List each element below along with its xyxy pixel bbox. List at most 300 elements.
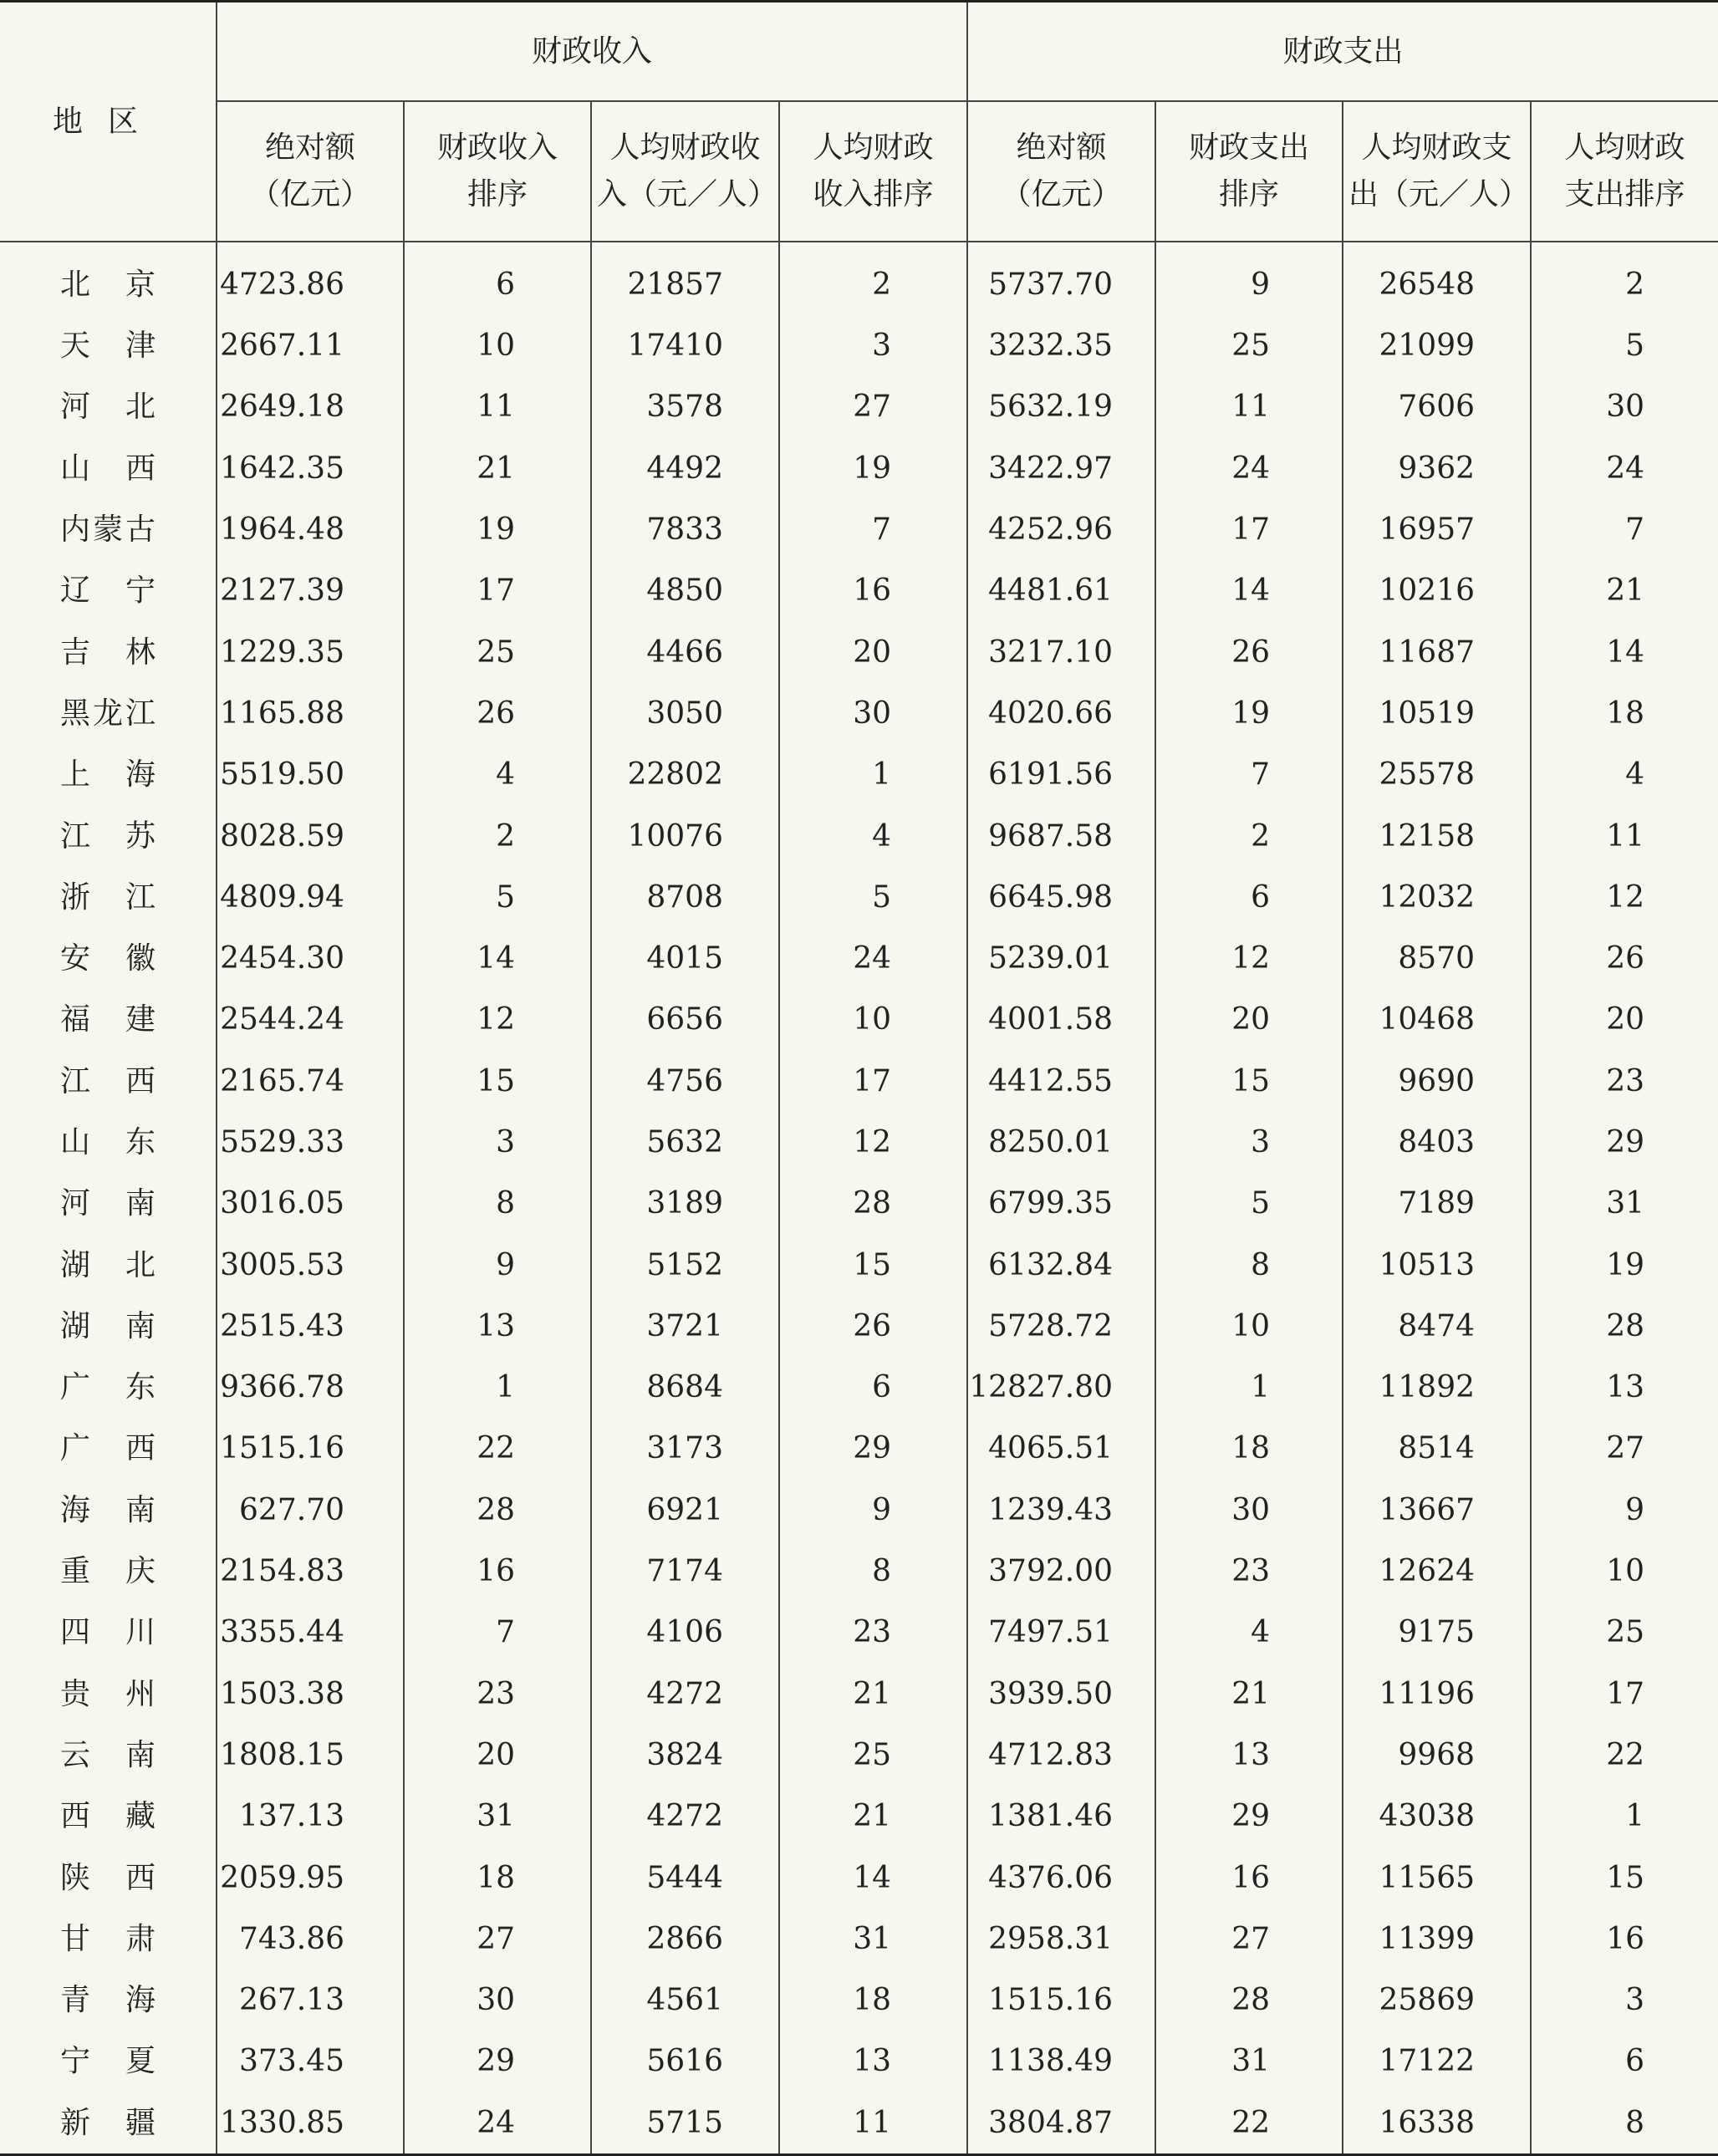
value-cell: 16957 bbox=[1343, 499, 1531, 560]
value-cell: 12624 bbox=[1343, 1541, 1531, 1602]
value-cell: 2667.11 bbox=[217, 315, 404, 376]
column-header-line: （亿元） bbox=[249, 177, 370, 212]
value-cell: 9366.78 bbox=[217, 1357, 404, 1418]
value-cell: 137.13 bbox=[217, 1786, 404, 1847]
value-cell: 27 bbox=[404, 1909, 591, 1970]
value-cell: 21857 bbox=[591, 242, 779, 315]
value-cell: 10519 bbox=[1343, 683, 1531, 744]
region-cell: 宁夏 bbox=[60, 2044, 155, 2079]
region-cell: 湖北 bbox=[60, 1247, 155, 1282]
value-cell: 373.45 bbox=[217, 2031, 404, 2092]
value-cell: 8 bbox=[779, 1541, 967, 1602]
value-cell: 14 bbox=[1155, 560, 1343, 621]
value-cell: 18 bbox=[1155, 1419, 1343, 1480]
value-cell: 6132.84 bbox=[967, 1235, 1155, 1296]
value-cell: 29 bbox=[779, 1419, 967, 1480]
value-cell: 5715 bbox=[591, 2092, 779, 2155]
value-cell: 4065.51 bbox=[967, 1419, 1155, 1480]
value-cell: 27 bbox=[779, 377, 967, 438]
value-cell: 27 bbox=[1531, 1419, 1718, 1480]
value-cell: 4001.58 bbox=[967, 990, 1155, 1051]
column-header-line: 收入排序 bbox=[813, 177, 934, 212]
group-header-row bbox=[0, 2, 1718, 102]
value-cell: 20 bbox=[779, 622, 967, 683]
value-cell: 23 bbox=[1155, 1541, 1343, 1602]
value-cell: 2127.39 bbox=[217, 560, 404, 621]
value-cell: 26 bbox=[404, 683, 591, 744]
region-cell: 海南 bbox=[60, 1492, 155, 1527]
value-cell: 3721 bbox=[591, 1296, 779, 1357]
value-cell: 4850 bbox=[591, 560, 779, 621]
value-cell: 11 bbox=[1155, 377, 1343, 438]
value-cell: 13667 bbox=[1343, 1480, 1531, 1541]
value-cell: 24 bbox=[1155, 438, 1343, 499]
region-cell: 重庆 bbox=[60, 1554, 155, 1589]
value-cell: 1239.43 bbox=[967, 1480, 1155, 1541]
value-cell: 3 bbox=[1531, 1970, 1718, 2031]
value-cell: 16 bbox=[779, 560, 967, 621]
table-row bbox=[0, 377, 1718, 438]
value-cell: 9687.58 bbox=[967, 806, 1155, 867]
expenditure-group-header: 财政支出 bbox=[967, 2, 1718, 102]
value-cell: 11 bbox=[404, 377, 591, 438]
value-cell: 2866 bbox=[591, 1909, 779, 1970]
table-row bbox=[0, 438, 1718, 499]
column-header-line: 财政收入 bbox=[436, 130, 558, 166]
value-cell: 4020.66 bbox=[967, 683, 1155, 744]
value-cell: 3792.00 bbox=[967, 1541, 1155, 1602]
column-header-line: 人均财政支 bbox=[1361, 130, 1512, 166]
value-cell: 27 bbox=[1155, 1909, 1343, 1970]
value-cell: 19 bbox=[1531, 1235, 1718, 1296]
value-cell: 13 bbox=[1531, 1357, 1718, 1418]
value-cell: 21 bbox=[404, 438, 591, 499]
value-cell: 21 bbox=[779, 1664, 967, 1725]
value-cell: 16338 bbox=[1343, 2092, 1531, 2155]
value-cell: 4412.55 bbox=[967, 1051, 1155, 1112]
value-cell: 16 bbox=[404, 1541, 591, 1602]
value-cell: 12158 bbox=[1343, 806, 1531, 867]
value-cell: 7 bbox=[1531, 499, 1718, 560]
value-cell: 29 bbox=[1155, 1786, 1343, 1847]
value-cell: 6921 bbox=[591, 1480, 779, 1541]
value-cell: 7606 bbox=[1343, 377, 1531, 438]
value-cell: 17 bbox=[779, 1051, 967, 1112]
value-cell: 16 bbox=[1155, 1848, 1343, 1909]
value-cell: 3189 bbox=[591, 1173, 779, 1234]
value-cell: 23 bbox=[779, 1603, 967, 1664]
value-cell: 4 bbox=[779, 806, 967, 867]
value-cell: 19 bbox=[779, 438, 967, 499]
value-cell: 12827.80 bbox=[967, 1357, 1155, 1418]
table-row bbox=[0, 1725, 1718, 1786]
value-cell: 2544.24 bbox=[217, 990, 404, 1051]
value-cell: 743.86 bbox=[217, 1909, 404, 1970]
value-cell: 4 bbox=[1531, 744, 1718, 805]
region-cell: 甘肃 bbox=[60, 1921, 155, 1956]
value-cell: 30 bbox=[404, 1970, 591, 2031]
value-cell: 22802 bbox=[591, 744, 779, 805]
value-cell: 9175 bbox=[1343, 1603, 1531, 1664]
column-header bbox=[591, 101, 779, 242]
value-cell: 8250.01 bbox=[967, 1112, 1155, 1173]
value-cell: 1165.88 bbox=[217, 683, 404, 744]
value-cell: 1515.16 bbox=[217, 1419, 404, 1480]
region-cell: 江西 bbox=[60, 1063, 155, 1098]
value-cell: 22 bbox=[1531, 1725, 1718, 1786]
value-cell: 31 bbox=[1531, 1173, 1718, 1234]
value-cell: 3232.35 bbox=[967, 315, 1155, 376]
value-cell: 17410 bbox=[591, 315, 779, 376]
value-cell: 5519.50 bbox=[217, 744, 404, 805]
value-cell: 29 bbox=[1531, 1112, 1718, 1173]
value-cell: 1229.35 bbox=[217, 622, 404, 683]
table-row bbox=[0, 867, 1718, 928]
region-cell: 黑龙江 bbox=[60, 696, 155, 731]
sub-header-row bbox=[0, 101, 1718, 242]
region-cell: 北京 bbox=[60, 267, 155, 302]
value-cell: 25 bbox=[404, 622, 591, 683]
region-cell: 贵州 bbox=[60, 1676, 155, 1711]
value-cell: 11196 bbox=[1343, 1664, 1531, 1725]
column-header-line: （亿元） bbox=[1001, 177, 1122, 212]
value-cell: 7 bbox=[404, 1603, 591, 1664]
table-row bbox=[0, 1051, 1718, 1112]
value-cell: 4712.83 bbox=[967, 1725, 1155, 1786]
column-header-line: 财政支出 bbox=[1189, 130, 1310, 166]
value-cell: 11565 bbox=[1343, 1848, 1531, 1909]
value-cell: 3 bbox=[404, 1112, 591, 1173]
value-cell: 3217.10 bbox=[967, 622, 1155, 683]
value-cell: 8514 bbox=[1343, 1419, 1531, 1480]
table-row bbox=[0, 1419, 1718, 1480]
value-cell: 5152 bbox=[591, 1235, 779, 1296]
value-cell: 14 bbox=[404, 928, 591, 989]
column-header bbox=[1155, 101, 1343, 242]
value-cell: 6191.56 bbox=[967, 744, 1155, 805]
table-row bbox=[0, 1786, 1718, 1847]
value-cell: 3939.50 bbox=[967, 1664, 1155, 1725]
value-cell: 17 bbox=[1155, 499, 1343, 560]
column-header bbox=[217, 101, 404, 242]
value-cell: 19 bbox=[404, 499, 591, 560]
table-row bbox=[0, 1235, 1718, 1296]
value-cell: 28 bbox=[779, 1173, 967, 1234]
value-cell: 4015 bbox=[591, 928, 779, 989]
revenue-group-header: 财政收入 bbox=[217, 2, 967, 102]
value-cell: 30 bbox=[1155, 1480, 1343, 1541]
column-header-line: 人均财政 bbox=[813, 130, 934, 166]
value-cell: 2649.18 bbox=[217, 377, 404, 438]
value-cell: 7189 bbox=[1343, 1173, 1531, 1234]
value-cell: 4466 bbox=[591, 622, 779, 683]
region-cell: 江苏 bbox=[60, 818, 155, 854]
column-header-line: 人均财政收 bbox=[609, 130, 761, 166]
table-row bbox=[0, 1296, 1718, 1357]
value-cell: 26 bbox=[1531, 928, 1718, 989]
value-cell: 2515.43 bbox=[217, 1296, 404, 1357]
region-cell: 吉林 bbox=[60, 635, 155, 670]
value-cell: 11 bbox=[1531, 806, 1718, 867]
value-cell: 4252.96 bbox=[967, 499, 1155, 560]
value-cell: 20 bbox=[404, 1725, 591, 1786]
value-cell: 12 bbox=[1155, 928, 1343, 989]
value-cell: 10216 bbox=[1343, 560, 1531, 621]
value-cell: 7833 bbox=[591, 499, 779, 560]
value-cell: 3016.05 bbox=[217, 1173, 404, 1234]
value-cell: 11 bbox=[779, 2092, 967, 2155]
region-cell: 辽宁 bbox=[60, 573, 155, 609]
value-cell: 10 bbox=[1531, 1541, 1718, 1602]
region-cell: 陕西 bbox=[60, 1860, 155, 1895]
value-cell: 1 bbox=[1531, 1786, 1718, 1847]
value-cell: 4756 bbox=[591, 1051, 779, 1112]
value-cell: 29 bbox=[404, 2031, 591, 2092]
value-cell: 14 bbox=[1531, 622, 1718, 683]
value-cell: 3050 bbox=[591, 683, 779, 744]
value-cell: 5239.01 bbox=[967, 928, 1155, 989]
value-cell: 15 bbox=[779, 1235, 967, 1296]
value-cell: 6656 bbox=[591, 990, 779, 1051]
value-cell: 6799.35 bbox=[967, 1173, 1155, 1234]
value-cell: 17 bbox=[1531, 1664, 1718, 1725]
value-cell: 30 bbox=[779, 683, 967, 744]
value-cell: 14 bbox=[779, 1848, 967, 1909]
column-header-line: 人均财政 bbox=[1564, 130, 1685, 166]
value-cell: 3578 bbox=[591, 377, 779, 438]
region-cell: 山东 bbox=[60, 1125, 155, 1160]
value-cell: 6 bbox=[404, 242, 591, 315]
value-cell: 10 bbox=[404, 315, 591, 376]
value-cell: 1 bbox=[779, 744, 967, 805]
value-cell: 5616 bbox=[591, 2031, 779, 2092]
value-cell: 11687 bbox=[1343, 622, 1531, 683]
value-cell: 28 bbox=[1531, 1296, 1718, 1357]
value-cell: 7497.51 bbox=[967, 1603, 1155, 1664]
value-cell: 18 bbox=[779, 1970, 967, 2031]
value-cell: 12 bbox=[404, 990, 591, 1051]
region-cell: 浙江 bbox=[60, 879, 155, 915]
value-cell: 20 bbox=[1531, 990, 1718, 1051]
region-cell: 山西 bbox=[60, 451, 155, 486]
value-cell: 1515.16 bbox=[967, 1970, 1155, 2031]
table-row bbox=[0, 1603, 1718, 1664]
value-cell: 23 bbox=[404, 1664, 591, 1725]
value-cell: 8 bbox=[1531, 2092, 1718, 2155]
value-cell: 1642.35 bbox=[217, 438, 404, 499]
value-cell: 5 bbox=[779, 867, 967, 928]
table-row bbox=[0, 1112, 1718, 1173]
region-cell: 天津 bbox=[60, 329, 155, 364]
region-header: 地区 bbox=[0, 2, 217, 242]
value-cell: 6 bbox=[1531, 2031, 1718, 2092]
value-cell: 4 bbox=[404, 744, 591, 805]
value-cell: 25869 bbox=[1343, 1970, 1531, 2031]
value-cell: 18 bbox=[1531, 683, 1718, 744]
value-cell: 4272 bbox=[591, 1786, 779, 1847]
table-row bbox=[0, 1480, 1718, 1541]
value-cell: 6645.98 bbox=[967, 867, 1155, 928]
value-cell: 25578 bbox=[1343, 744, 1531, 805]
value-cell: 3824 bbox=[591, 1725, 779, 1786]
column-header-line: 绝对额 bbox=[264, 130, 355, 166]
value-cell: 22 bbox=[404, 1419, 591, 1480]
value-cell: 43038 bbox=[1343, 1786, 1531, 1847]
value-cell: 4723.86 bbox=[217, 242, 404, 315]
value-cell: 30 bbox=[1531, 377, 1718, 438]
value-cell: 9 bbox=[1155, 242, 1343, 315]
value-cell: 1330.85 bbox=[217, 2092, 404, 2155]
value-cell: 4376.06 bbox=[967, 1848, 1155, 1909]
value-cell: 4106 bbox=[591, 1603, 779, 1664]
value-cell: 8474 bbox=[1343, 1296, 1531, 1357]
value-cell: 19 bbox=[1155, 683, 1343, 744]
value-cell: 8708 bbox=[591, 867, 779, 928]
value-cell: 10468 bbox=[1343, 990, 1531, 1051]
value-cell: 25 bbox=[779, 1725, 967, 1786]
value-cell: 7 bbox=[1155, 744, 1343, 805]
value-cell: 1 bbox=[404, 1357, 591, 1418]
region-cell: 湖南 bbox=[60, 1308, 155, 1343]
table-row bbox=[0, 499, 1718, 560]
value-cell: 1503.38 bbox=[217, 1664, 404, 1725]
column-header bbox=[404, 101, 591, 242]
value-cell: 7 bbox=[779, 499, 967, 560]
value-cell: 17122 bbox=[1343, 2031, 1531, 2092]
value-cell: 1808.15 bbox=[217, 1725, 404, 1786]
value-cell: 5444 bbox=[591, 1848, 779, 1909]
table-row bbox=[0, 1357, 1718, 1418]
value-cell: 15 bbox=[1531, 1848, 1718, 1909]
value-cell: 5529.33 bbox=[217, 1112, 404, 1173]
column-header bbox=[1531, 101, 1718, 242]
column-header-line: 排序 bbox=[466, 177, 528, 212]
value-cell: 13 bbox=[779, 2031, 967, 2092]
value-cell: 3422.97 bbox=[967, 438, 1155, 499]
value-cell: 15 bbox=[404, 1051, 591, 1112]
value-cell: 18 bbox=[404, 1848, 591, 1909]
value-cell: 8028.59 bbox=[217, 806, 404, 867]
table-row bbox=[0, 242, 1718, 315]
value-cell: 24 bbox=[404, 2092, 591, 2155]
value-cell: 20 bbox=[1155, 990, 1343, 1051]
value-cell: 21 bbox=[779, 1786, 967, 1847]
region-cell: 西藏 bbox=[60, 1799, 155, 1834]
value-cell: 24 bbox=[779, 928, 967, 989]
table-row bbox=[0, 744, 1718, 805]
value-cell: 26 bbox=[779, 1296, 967, 1357]
value-cell: 11892 bbox=[1343, 1357, 1531, 1418]
value-cell: 1138.49 bbox=[967, 2031, 1155, 2092]
value-cell: 5737.70 bbox=[967, 242, 1155, 315]
value-cell: 12 bbox=[779, 1112, 967, 1173]
column-header-line: 支出排序 bbox=[1564, 177, 1685, 212]
table-row bbox=[0, 928, 1718, 989]
value-cell: 13 bbox=[404, 1296, 591, 1357]
value-cell: 5632 bbox=[591, 1112, 779, 1173]
value-cell: 2 bbox=[1155, 806, 1343, 867]
value-cell: 9 bbox=[404, 1235, 591, 1296]
value-cell: 31 bbox=[1155, 2031, 1343, 2092]
table-row bbox=[0, 683, 1718, 744]
value-cell: 4809.94 bbox=[217, 867, 404, 928]
table-row bbox=[0, 622, 1718, 683]
value-cell: 9362 bbox=[1343, 438, 1531, 499]
value-cell: 10 bbox=[779, 990, 967, 1051]
region-cell: 新疆 bbox=[0, 2092, 217, 2155]
column-header-line: 绝对额 bbox=[1016, 130, 1107, 166]
column-header bbox=[967, 101, 1155, 242]
value-cell: 10513 bbox=[1343, 1235, 1531, 1296]
value-cell: 2454.30 bbox=[217, 928, 404, 989]
value-cell: 16 bbox=[1531, 1909, 1718, 1970]
value-cell: 15 bbox=[1155, 1051, 1343, 1112]
region-cell: 青海 bbox=[60, 1983, 155, 2018]
value-cell: 4 bbox=[1155, 1603, 1343, 1664]
value-cell: 2059.95 bbox=[217, 1848, 404, 1909]
value-cell: 1381.46 bbox=[967, 1786, 1155, 1847]
value-cell: 31 bbox=[404, 1786, 591, 1847]
table-row bbox=[0, 1541, 1718, 1602]
column-header-line: 排序 bbox=[1219, 177, 1280, 212]
region-cell: 上海 bbox=[60, 757, 155, 793]
value-cell: 21099 bbox=[1343, 315, 1531, 376]
region-cell: 河南 bbox=[60, 1186, 155, 1221]
value-cell: 3804.87 bbox=[967, 2092, 1155, 2155]
value-cell: 10 bbox=[1155, 1296, 1343, 1357]
value-cell: 13 bbox=[1155, 1725, 1343, 1786]
value-cell: 8684 bbox=[591, 1357, 779, 1418]
value-cell: 9690 bbox=[1343, 1051, 1531, 1112]
value-cell: 28 bbox=[404, 1480, 591, 1541]
value-cell: 267.13 bbox=[217, 1970, 404, 2031]
value-cell: 26548 bbox=[1343, 242, 1531, 315]
value-cell: 4481.61 bbox=[967, 560, 1155, 621]
value-cell: 8403 bbox=[1343, 1112, 1531, 1173]
table-row bbox=[0, 2092, 1718, 2155]
value-cell: 3 bbox=[1155, 1112, 1343, 1173]
value-cell: 2 bbox=[1531, 242, 1718, 315]
value-cell: 1 bbox=[1155, 1357, 1343, 1418]
value-cell: 12 bbox=[1531, 867, 1718, 928]
table-row bbox=[0, 1848, 1718, 1909]
value-cell: 12032 bbox=[1343, 867, 1531, 928]
region-cell: 河北 bbox=[60, 390, 155, 425]
region-cell: 安徽 bbox=[60, 941, 155, 976]
value-cell: 21 bbox=[1531, 560, 1718, 621]
value-cell: 5632.19 bbox=[967, 377, 1155, 438]
value-cell: 10076 bbox=[591, 806, 779, 867]
table-row bbox=[0, 315, 1718, 376]
value-cell: 3355.44 bbox=[217, 1603, 404, 1664]
value-cell: 23 bbox=[1531, 1051, 1718, 1112]
value-cell: 22 bbox=[1155, 2092, 1343, 2155]
value-cell: 2165.74 bbox=[217, 1051, 404, 1112]
column-header bbox=[1343, 101, 1531, 242]
value-cell: 25 bbox=[1531, 1603, 1718, 1664]
value-cell: 5 bbox=[1531, 315, 1718, 376]
value-cell: 21 bbox=[1155, 1664, 1343, 1725]
table-row bbox=[0, 806, 1718, 867]
value-cell: 8570 bbox=[1343, 928, 1531, 989]
table-body bbox=[0, 242, 1718, 2155]
region-cell: 福建 bbox=[60, 1002, 155, 1037]
value-cell: 4272 bbox=[591, 1664, 779, 1725]
table-row bbox=[0, 2031, 1718, 2092]
value-cell: 4492 bbox=[591, 438, 779, 499]
value-cell: 5 bbox=[1155, 1173, 1343, 1234]
table-row bbox=[0, 1664, 1718, 1725]
